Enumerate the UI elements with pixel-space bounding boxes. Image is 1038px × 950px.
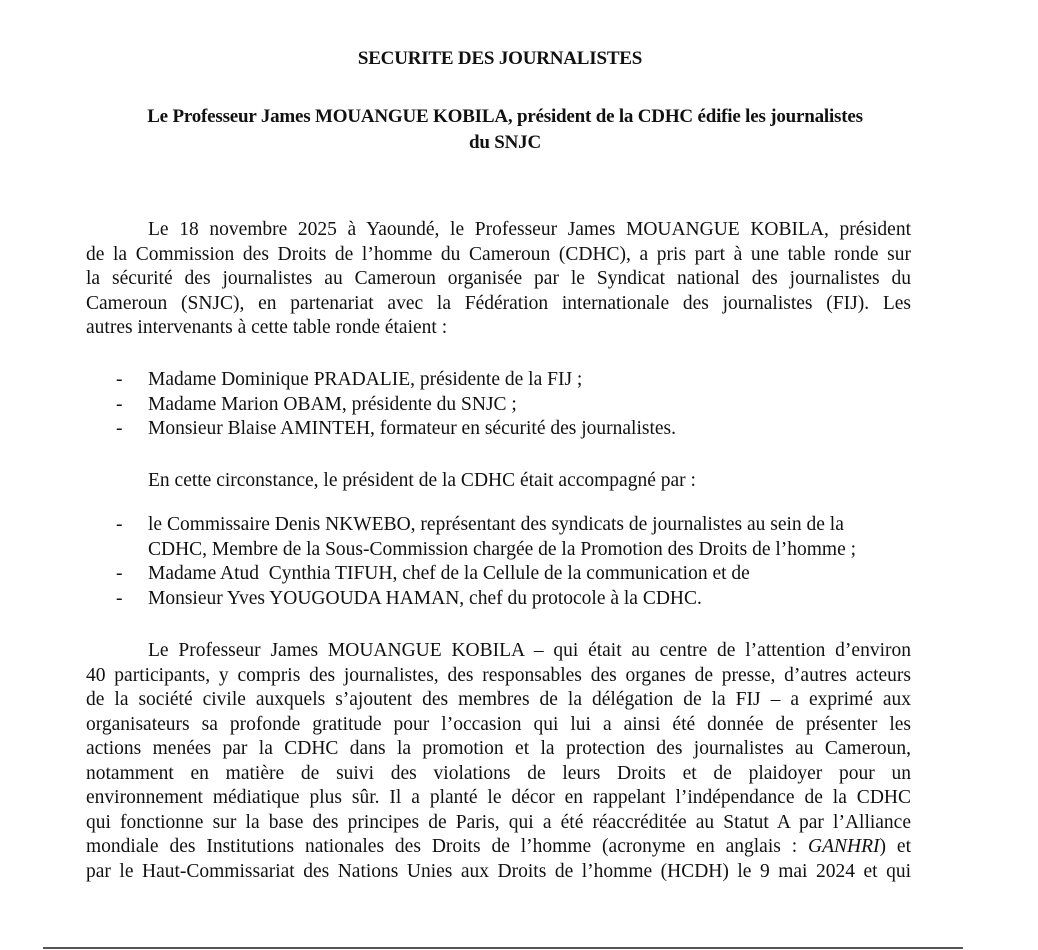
speakers-list xyxy=(86,368,926,442)
paragraph-line: de la Commission des Droits de l’homme du Cameroun (CDHC), a pris part à une table ronde sur xyxy=(86,243,911,265)
subtitle-line: Le Professeur James MOUANGUE KOBILA, président de la CDHC édifie les journalistes xyxy=(147,106,863,127)
list-item: - Madame Marion OBAM, présidente du SNJC ; xyxy=(86,393,926,418)
bullet-dash: - xyxy=(116,393,123,415)
paragraph-line: organisateurs sa profonde gratitude pour l’occasion qui lui a ainsi été donnée de présenter les xyxy=(86,713,911,735)
paragraph-line: Cameroun (SNJC), en partenariat avec la Fédération internationale des journalistes (FIJ). Les xyxy=(86,292,911,314)
paragraph-line: qui fonctionne sur la base des principes de Paris, qui a été réaccréditée au Statut A par l’Alliance xyxy=(86,811,911,833)
bullet-dash: - xyxy=(116,514,123,535)
page-divider xyxy=(43,947,963,949)
list-item: - le Commissaire Denis NKWEBO, représentant des syndicats de journalistes au sein de la CDHC, Membre de la Sous-Commission chargée de la Promotion des Droits de l’homme ; xyxy=(116,514,857,560)
paragraph-line: environnement médiatique plus sûr. Il a planté le décor en rappelant l’indépendance de la CDHC xyxy=(86,787,911,808)
bullet-dash: - xyxy=(116,418,123,439)
paragraph-line: par le Haut-Commissariat des Nations Unies aux Droits de l’homme (HCDH) le 9 mai 2024 et qui xyxy=(86,860,911,882)
delegation-list xyxy=(86,513,926,611)
paragraph-line: mondiale des Institutions nationales des Droits de l’homme (acronyme en anglais : GANHRI) et xyxy=(86,836,911,857)
paragraph-intro xyxy=(86,218,911,341)
acronym-ganhri: GANHRI xyxy=(808,836,880,857)
bullet-dash: - xyxy=(116,587,123,609)
paragraph-line: notamment en matière de suivi des violations de leurs Droits et de plaidoyer pour un xyxy=(86,762,911,784)
list-item: - Monsieur Blaise AMINTEH, formateur en sécurité des journalistes. xyxy=(86,417,926,442)
paragraph-line: autres intervenants à cette table ronde étaient : xyxy=(86,317,448,338)
bullet-dash: - xyxy=(116,369,123,390)
accompanied-intro: En cette circonstance, le président de la CDHC était accompagné par : xyxy=(148,470,696,491)
list-item: - Madame Dominique PRADALIE, présidente de la FIJ ; xyxy=(86,368,926,393)
paragraph-main xyxy=(86,639,911,884)
paragraph-line: la sécurité des journalistes au Cameroun organisée par le Syndicat national des journalistes du xyxy=(86,268,911,289)
list-item: - Monsieur Yves YOUGOUDA HAMAN, chef du protocole à la CDHC. xyxy=(86,587,926,612)
document-title: SECURITE DES JOURNALISTES xyxy=(357,48,643,69)
paragraph-line: 40 participants, y compris des journalistes, des responsables des organes de presse, d’autres acteurs xyxy=(86,664,911,686)
paragraph-line: Le 18 novembre 2025 à Yaoundé, le Professeur James MOUANGUE KOBILA, président xyxy=(148,219,911,240)
subtitle-line: du SNJC xyxy=(469,132,541,153)
document-subtitle xyxy=(60,104,950,156)
paragraph-line: de la société civile auxquels s’ajoutent des membres de la délégation de la FIJ – a exprimé aux xyxy=(86,689,911,710)
paragraph-line: Le Professeur James MOUANGUE KOBILA – qui était au centre de l’attention d’environ xyxy=(148,640,911,661)
list-item: - Madame Atud Cynthia TIFUH, chef de la Cellule de la communication et de xyxy=(86,562,926,587)
bullet-dash: - xyxy=(116,563,123,584)
paragraph-line: actions menées par la CDHC dans la promotion et la protection des journalistes au Cameroun, xyxy=(86,738,911,759)
